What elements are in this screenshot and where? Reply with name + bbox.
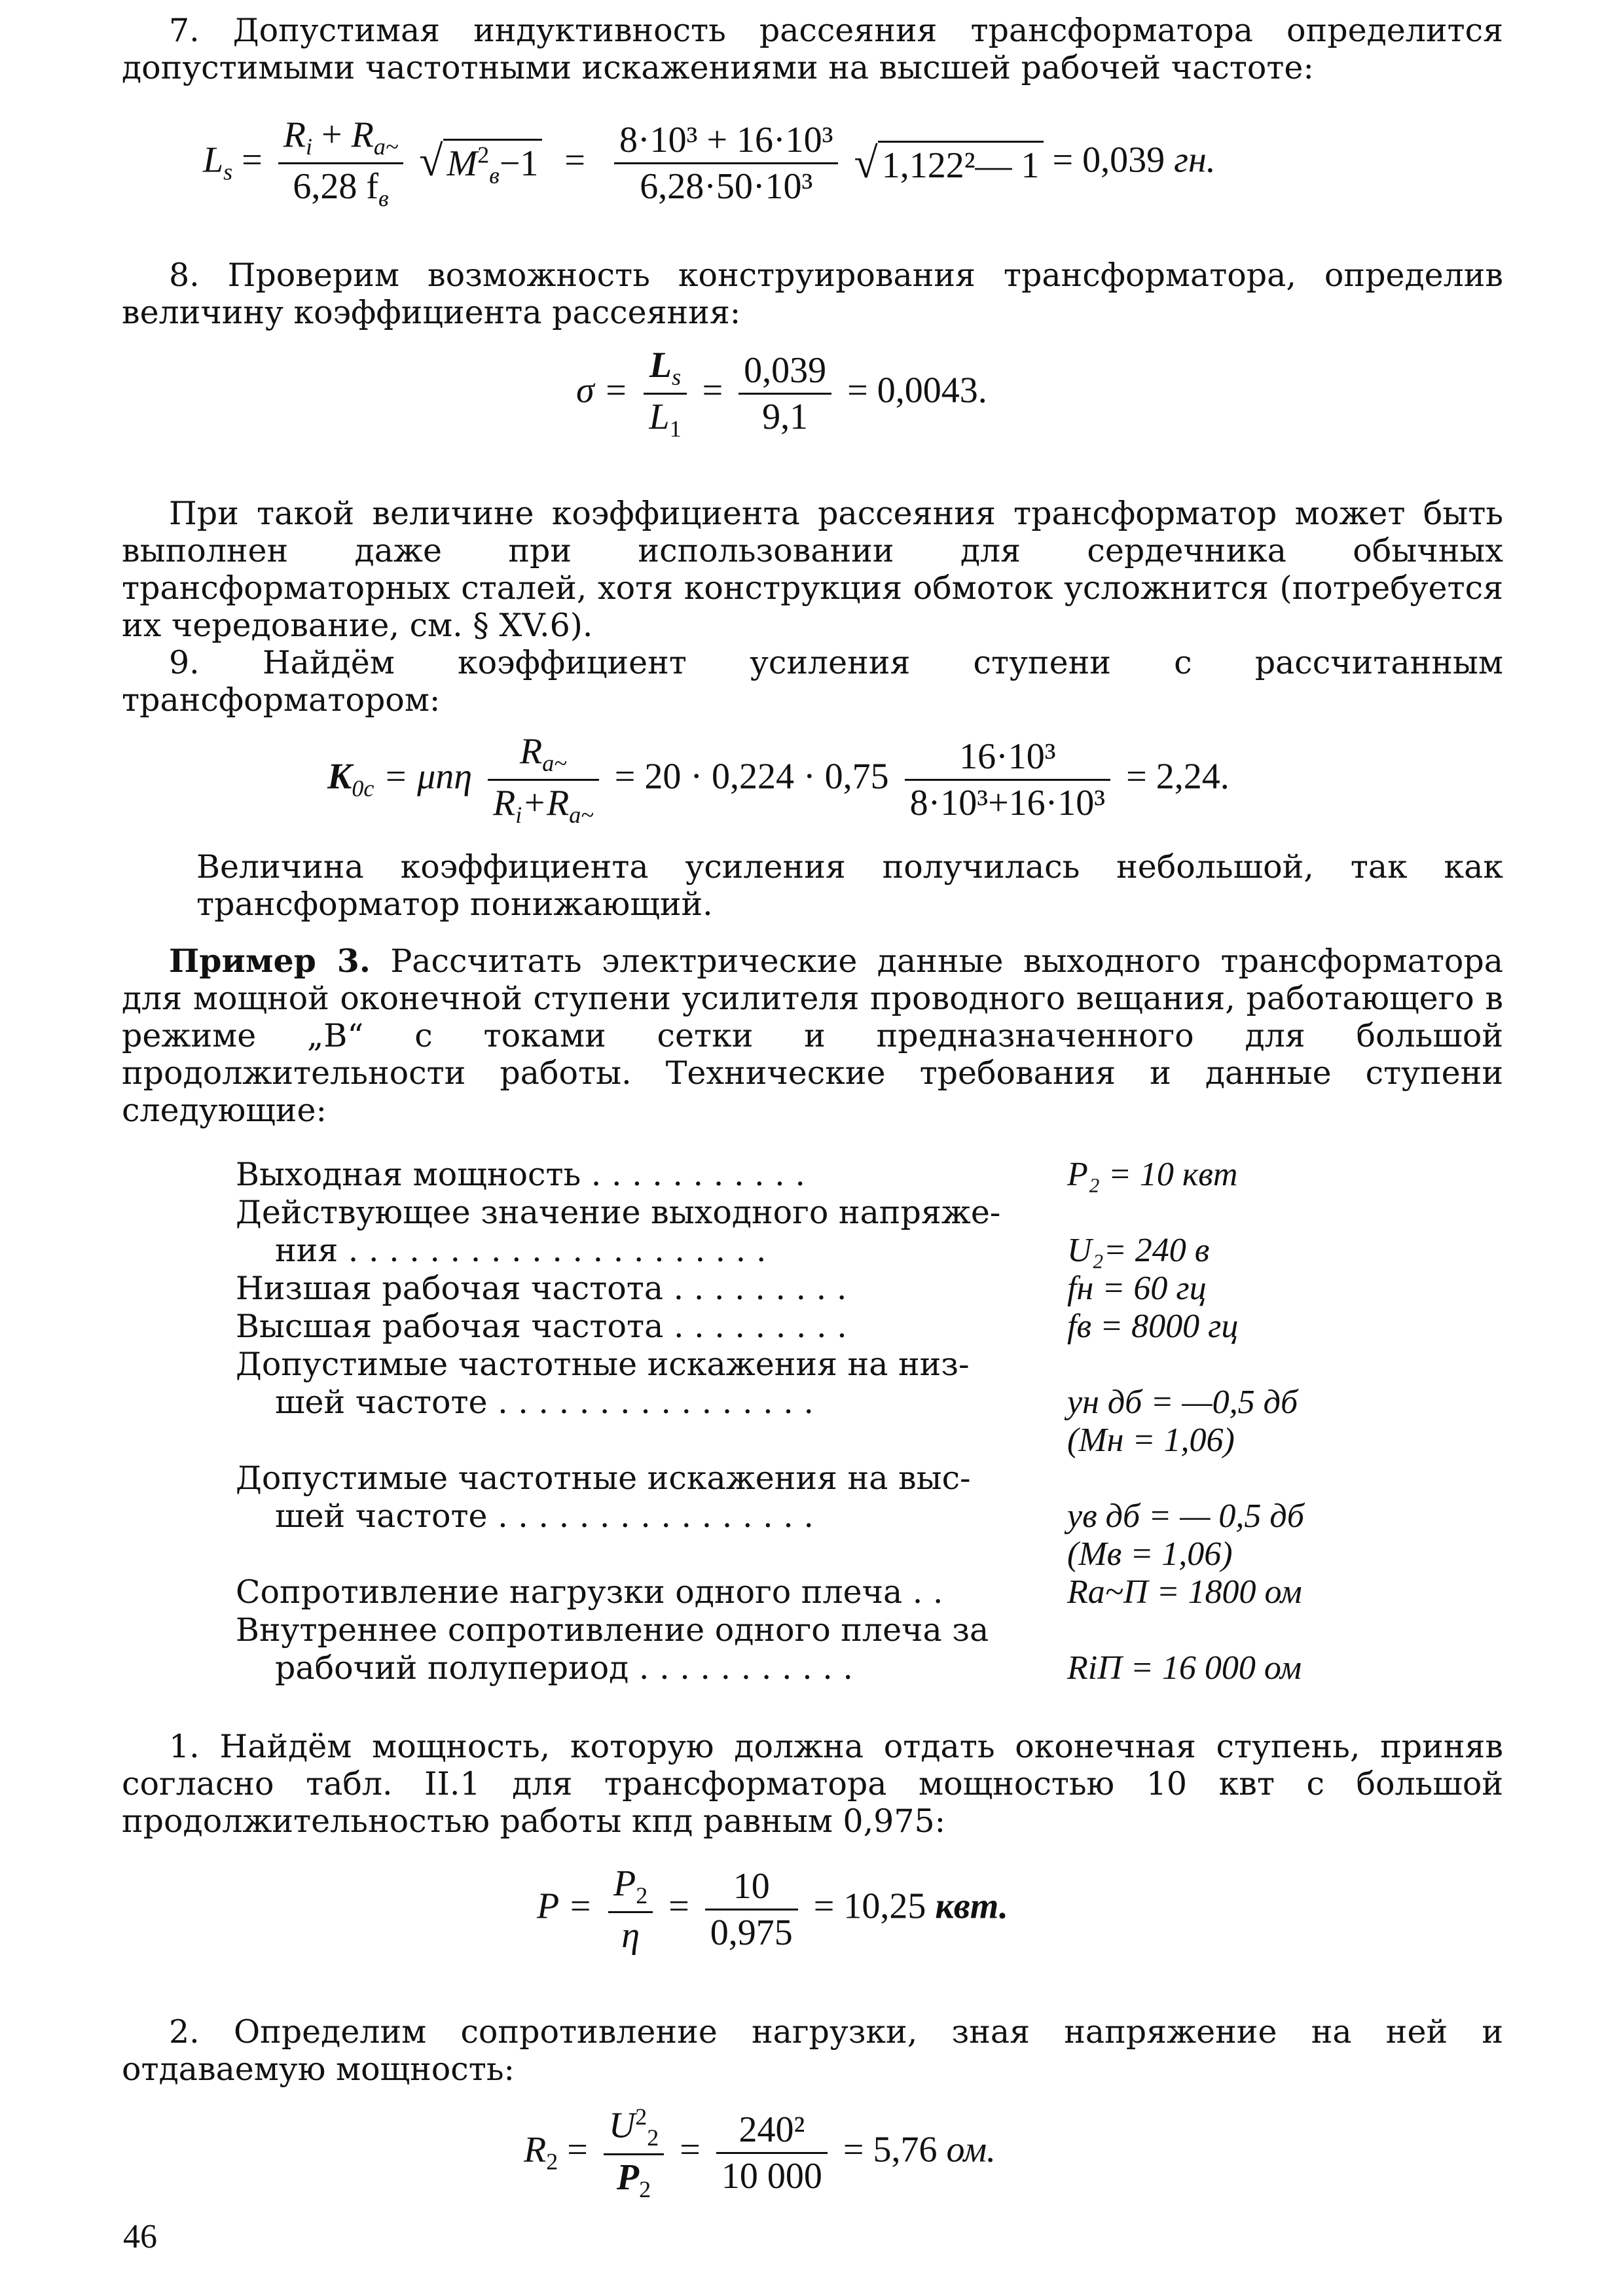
formula-leakage-coefficient: [576, 347, 987, 440]
formula-symbol: M: [447, 143, 478, 184]
formula-gain: [327, 733, 1230, 827]
spec-label: шей частоте . . . . . . . . . . . . . . . .: [275, 1384, 814, 1421]
spec-value: (Mн = 1,06): [1067, 1422, 1235, 1459]
formula-fraction: [278, 117, 404, 210]
formula-denominator: 0,975: [710, 1912, 793, 1954]
formula-operator: =: [567, 2129, 588, 2170]
formula-numerator: 10: [705, 1868, 798, 1910]
formula-subscript: i: [305, 134, 312, 160]
formula-fraction: [644, 347, 686, 440]
formula-symbol: R: [493, 783, 516, 824]
formula-operator: =: [242, 139, 263, 181]
spec-row: [236, 1308, 1362, 1346]
formula-fraction: [608, 1865, 653, 1954]
formula-denominator: 6,28·50·10³: [640, 166, 813, 207]
spec-value: yн дб = —0,5 дб: [1067, 1384, 1298, 1421]
spec-label: Выходная мощность . . . . . . . . . . .: [236, 1156, 805, 1193]
formula-operand: −1: [499, 143, 539, 184]
paragraph-step-2: 2. Определим сопротивление нагрузки, зная напряжение на ней и отдаваемую мощность:: [122, 2013, 1503, 2088]
spec-row: [236, 1649, 1362, 1687]
spec-label: ния . . . . . . . . . . . . . . . . . . . . .: [275, 1232, 767, 1269]
formula-result: = 0,0043.: [847, 370, 987, 411]
formula-radical: √ $M^2_в-1$: [419, 140, 542, 187]
spec-row: [236, 1422, 1362, 1460]
formula-subscript: в: [489, 162, 500, 188]
formula-result: = 10,25: [813, 1886, 926, 1927]
formula-numerator: 0,039: [739, 352, 831, 395]
formula-symbol: R: [520, 731, 543, 772]
formula-unit: ом.: [946, 2129, 996, 2170]
spec-label: Сопротивление нагрузки одного плеча . .: [236, 1573, 943, 1611]
formula-symbol: P: [613, 1863, 636, 1904]
formula-symbol: L: [649, 397, 670, 438]
formula-subscript: a~: [373, 134, 399, 160]
spec-row: [236, 1384, 1362, 1422]
formula-leakage-inductance: $L_s$ = $\frac{R_i + R_{a\sim}}{6,28 f_в}$ √ $M^2_в-1$ = $\frac{\text{8·10³ + 16·10³}}{\text{6,28·50·10³}}$ √ 1,122²— 1 = 0,039 гн.: [203, 115, 1216, 212]
formula-symbol: U: [608, 2105, 636, 2146]
spec-row: [236, 1270, 1362, 1308]
spec-list: [236, 1156, 1362, 1687]
spec-row: [236, 1611, 1362, 1649]
formula-subscript: 2: [636, 1882, 648, 1909]
paragraph-9: 9. Найдём коэффициент усиления ступени с рассчитанным трансформатором:: [122, 644, 1503, 719]
formula-radical-values: √ 1,122²— 1: [854, 142, 1043, 185]
formula-power: [537, 1865, 1008, 1954]
spec-row: [236, 1460, 1362, 1498]
formula-fraction-values: [716, 2111, 828, 2195]
paragraph-note: При такой величине коэффициента рассеяния трансформатор может быть выполнен даже при использовании для сердечника обычных трансформаторных сталей, хотя конструкция обмоток усложнится (потребуется их чередование, см. § XV.6).: [122, 495, 1503, 644]
formula-operator: =: [702, 370, 723, 411]
formula-fraction-values: [705, 1866, 798, 1954]
paragraph-gain: Величина коэффициента усиления получилась небольшой, так как трансформатор понижающий.: [196, 848, 1503, 923]
spec-row: [236, 1156, 1362, 1194]
spec-row: [236, 1573, 1362, 1611]
formula-superscript: 2: [635, 2104, 647, 2130]
spec-value: (Mв = 1,06): [1067, 1535, 1233, 1573]
formula-subscript: 2: [639, 2176, 651, 2203]
formula-numerator: 240²: [716, 2111, 828, 2154]
spec-value: Ra~П = 1800 ом: [1067, 1573, 1302, 1611]
formula-symbol: R: [283, 115, 306, 155]
formula-operator: =: [668, 1886, 689, 1927]
formula-operator: +: [312, 115, 352, 155]
formula-denominator: 6,28 f: [293, 166, 379, 207]
formula-fraction-values: [905, 736, 1110, 824]
spec-label: рабочий полупериод . . . . . . . . . . .: [275, 1649, 854, 1687]
example-title: Пример 3.: [169, 942, 371, 980]
formula-fraction: [488, 733, 599, 827]
spec-value: U₂= 240 в: [1067, 1232, 1210, 1269]
formula-fraction-values: [739, 350, 831, 438]
formula-denominator: η: [621, 1915, 640, 1956]
formula-load-resistance: [524, 2105, 996, 2201]
formula-subscript: 1: [669, 416, 682, 442]
formula-symbol: +R: [522, 783, 570, 824]
spec-label: шей частоте . . . . . . . . . . . . . . . .: [275, 1498, 814, 1535]
spec-label: Допустимые частотные искажения на выс-: [236, 1460, 971, 1497]
formula-subscript: 2: [647, 2124, 659, 2151]
formula-symbol: K: [327, 756, 352, 797]
formula-subscript: в: [378, 185, 389, 212]
formula-result: = 2,24.: [1126, 756, 1230, 797]
formula-result: = 5,76: [843, 2129, 938, 2170]
formula-symbol: R: [351, 115, 374, 155]
spec-label: Допустимые частотные искажения на низ-: [236, 1346, 970, 1383]
formula-fraction: [604, 2105, 664, 2201]
spec-row: [236, 1535, 1362, 1573]
formula-subscript: 2: [546, 2148, 558, 2175]
paragraph-step-1: 1. Найдём мощность, которую должна отдать оконечная ступень, приняв согласно табл. II.1 для трансформатора мощностью 10 квт с большой продолжительностью работы кпд равным 0,975:: [122, 1728, 1503, 1840]
formula-subscript: a~: [569, 802, 594, 829]
formula-unit: гн.: [1174, 139, 1216, 181]
spec-label: Низшая рабочая частота . . . . . . . . .: [236, 1270, 847, 1307]
formula-subscript: a~: [542, 750, 567, 777]
spec-value: P₂ = 10 квт: [1067, 1156, 1238, 1193]
spec-label: Высшая рабочая частота . . . . . . . . .: [236, 1308, 847, 1345]
formula-symbol: P: [616, 2157, 640, 2198]
formula-denominator: 8·10³+16·10³: [909, 783, 1106, 824]
spec-value: fв = 8000 гц: [1067, 1308, 1239, 1345]
paragraph-8: 8. Проверим возможность конструирования трансформатора, определив величину коэффициента рассеяния:: [122, 257, 1503, 331]
formula-subscript: s: [672, 364, 682, 391]
formula-numerator: 8·10³ + 16·10³: [614, 122, 838, 164]
spec-label: Внутреннее сопротивление одного плеча за: [236, 1611, 989, 1649]
formula-result: = 0,039: [1052, 139, 1165, 181]
formula-fraction-values: [614, 122, 838, 205]
formula-operator: = μnη: [383, 756, 473, 797]
spec-row: [236, 1498, 1362, 1535]
spec-row: [236, 1194, 1362, 1232]
formula-symbol: L: [649, 345, 672, 386]
formula-operand: = 20 · 0,224 · 0,75: [614, 756, 889, 797]
formula-denominator: 10 000: [721, 2156, 822, 2197]
paragraph-7: 7. Допустимая индуктивность рассеяния трансформатора определится допустимыми частотными искажениями на высшей рабочей частоте:: [122, 12, 1503, 86]
formula-symbol: R: [524, 2129, 547, 2170]
spec-value: fн = 60 гц: [1067, 1270, 1207, 1307]
page-number: 46: [123, 2218, 157, 2255]
spec-value: RiП = 16 000 ом: [1067, 1649, 1302, 1687]
paragraph-example-3: [122, 942, 1503, 1129]
formula-subscript: 0c: [352, 775, 374, 802]
example-text: Рассчитать электрические данные выходного трансформатора для мощной оконечной ступени усилителя проводного вещания, работающего в режиме „В“ с токами сетки и предназначенного для большой продолжительности работы. Технические требования и данные ступени следующие:: [122, 942, 1504, 1129]
formula-numerator: 16·10³: [905, 738, 1110, 781]
formula-symbol: σ =: [576, 370, 629, 411]
spec-label: Действующее значение выходного напряже-: [236, 1194, 1001, 1231]
formula-denominator: 9,1: [762, 397, 809, 438]
formula-operator: =: [680, 2129, 701, 2170]
formula-superscript: 2: [477, 141, 490, 168]
formula-symbol: P =: [537, 1886, 593, 1927]
formula-unit: квт.: [935, 1886, 1009, 1927]
formula-subscript: i: [515, 802, 522, 829]
spec-row: [236, 1346, 1362, 1384]
formula-symbol: L: [203, 139, 224, 181]
spec-value: yв дб = — 0,5 дб: [1067, 1498, 1304, 1535]
spec-row: [236, 1232, 1362, 1270]
formula-subscript: s: [223, 158, 233, 185]
